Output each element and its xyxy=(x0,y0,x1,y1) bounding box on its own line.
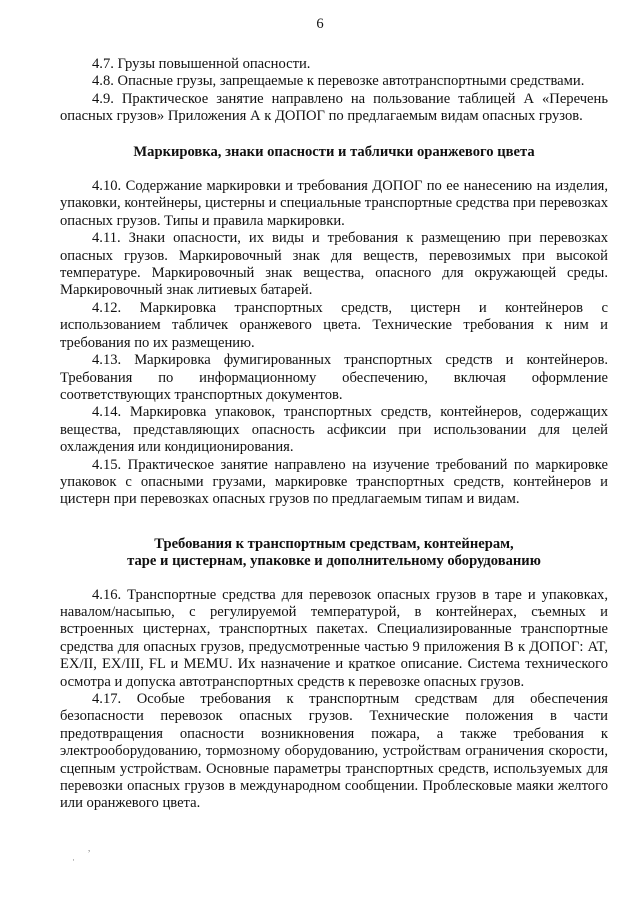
item-4-14: 4.14. Маркировка упаковок, транспортных средств, контейнеров, содержащих вещества, представляющих опасность асфиксии при использовании для целей охлаждения или кондиционирования. xyxy=(60,404,608,456)
scan-speck: , xyxy=(88,843,91,853)
page-content xyxy=(60,56,608,813)
item-4-16: 4.16. Транспортные средства для перевозок опасных грузов в таре и упаковках, навалом/насыпью, с регулируемой температурой, в контейнерах, съемных и встроенных цистернах, транспортных пакетах. Специализированные транспортные средства для опасных грузов, предусмотренные частью 9 приложения В к ДОПОГ: AT, EX/II, EX/III, FL и MEMU. Их назначение и краткое описание. Система технического осмотра и допуска автотранспортных средств к перевозке опасных грузов. xyxy=(60,586,608,690)
item-4-17: 4.17. Особые требования к транспортным средствам для обеспечения безопасности перевозок опасных грузов. Технические положения в части предотвращения опасности возникновения пожара, а также требования к электрооборудованию, тормозному оборудованию, устройствам ограничения скорости, сцепным устройствам. Основные параметры транспортных средств, используемых для перевозки опасных грузов в международном сообщении. Проблесковые маяки желтого или оранжевого цвета. xyxy=(60,691,608,812)
item-4-9: 4.9. Практическое занятие направлено на пользование таблицей А «Перечень опасных грузов» Приложения А к ДОПОГ по предлагаемым видам опасных грузов. xyxy=(60,90,608,125)
item-4-13: 4.13. Маркировка фумигированных транспортных средств и контейнеров. Требования по информационному обеспечению, включая оформление соответствующих транспортных документов. xyxy=(60,352,608,403)
section-heading-marking: Маркировка, знаки опасности и таблички оранжевого цвета xyxy=(133,143,535,160)
item-4-15: 4.15. Практическое занятие направлено на изучение требований по маркировке упаковок с опасными грузами, маркировке транспортных средств, контейнеров и цистерн при перевозках опасных грузов по предлагаемым типам и видам. xyxy=(60,456,608,508)
item-4-11: 4.11. Знаки опасности, их виды и требования к размещению при перевозках опасных грузов. Маркировочный знак для веществ, перевозимых при высокой температуре. Маркировочный знак вещества, опасного для окружающей среды. Маркировочный знак литиевых батарей. xyxy=(60,230,608,299)
section-heading-line-2: таре и цистернам, упаковке и дополнительному оборудованию xyxy=(127,553,541,570)
section-heading-line-1: Требования к транспортным средствам, контейнерам, xyxy=(154,535,514,552)
page-number: 6 xyxy=(316,16,324,32)
scan-speck: · xyxy=(72,855,75,865)
item-4-8: 4.8. Опасные грузы, запрещаемые к перевозке автотранспортными средствами. xyxy=(92,73,585,90)
section-heading-requirements xyxy=(60,536,608,571)
item-4-7: 4.7. Грузы повышенной опасности. xyxy=(92,56,311,72)
item-4-10: 4.10. Содержание маркировки и требования ДОПОГ по ее нанесению на изделия, упаковки, контейнеры, цистерны и специальные транспортные средства при перевозках опасных грузов. Типы и правила маркировки. xyxy=(60,178,608,229)
item-4-12: 4.12. Маркировка транспортных средств, цистерн и контейнеров с использованием табличек оранжевого цвета. Технические требования к ним и требования по их размещению. xyxy=(60,299,608,351)
